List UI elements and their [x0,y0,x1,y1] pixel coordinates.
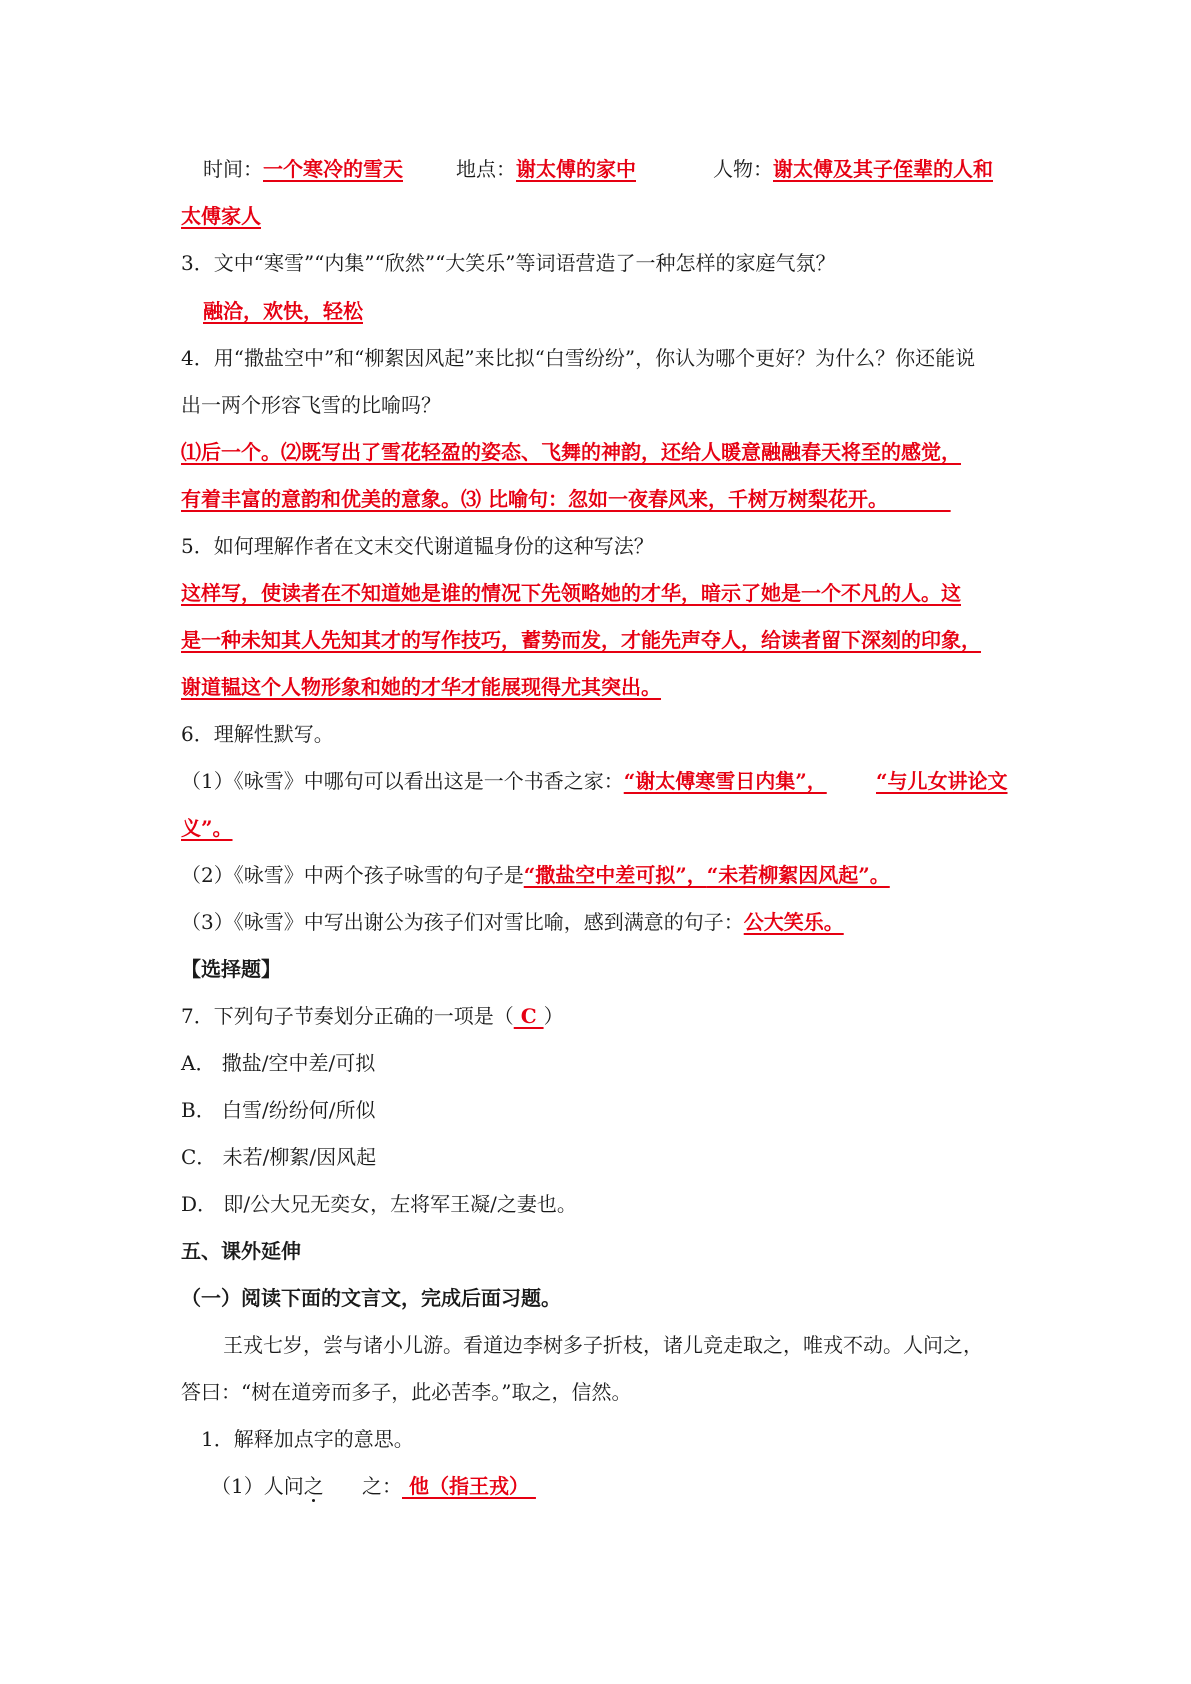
passage-line-1: 王戎七岁，尝与诸小儿游。看道边李树多子折枝，诸儿竞走取之，唯戎不动。人问之， [223,1333,983,1357]
place-answer: 谢太傅的家中 [516,157,636,181]
q6-s2-line [181,860,890,890]
q3-question: 3．文中“寒雪”“内集”“欣然”“大笑乐”等词语营造了一种怎样的家庭气氛？ [181,251,836,275]
q2-line-1 [203,154,403,184]
q3-answer-line [203,296,363,326]
ext-sub-heading: （一）阅读下面的文言文，完成后面习题。 [181,1286,561,1310]
place-line [456,154,636,184]
q6-s1-line-b [876,766,1008,796]
q6-s2-answer-b: “未若柳絮因风起”。 [706,863,890,887]
people-label: 人物： [713,157,773,181]
ext-q1: 1．解释加点字的意思。 [201,1427,414,1451]
q6-title: 6．理解性默写。 [181,722,334,746]
q7-answer: C [513,1004,544,1028]
q6-s3-line [181,907,844,937]
ext-item1-dotted-char: 之 [303,1474,324,1498]
people-answer-cont: 太傅家人 [181,204,261,228]
q6-s1-line-c [181,813,233,843]
q4-answer-2: 有着丰富的意韵和优美的意象。⑶ 比喻句：忽如一夜春风来，千树万树梨花开。 [181,487,951,511]
q6-s2-answer-a: “撒盐空中差可拟”， [523,863,707,887]
ext-item1-prefix: （1）人问 [211,1474,304,1498]
option-a: A． 撒盐/空中差/可拟 [181,1051,376,1075]
ext-heading: 五、课外延伸 [181,1239,301,1263]
q7-line [181,1001,564,1031]
q6-s2-prefix: （2）《咏雪》中两个孩子咏雪的句子是 [181,863,524,887]
q6-s3-prefix: （3）《咏雪》中写出谢公为孩子们对雪比喻，感到满意的句子： [181,910,744,934]
q6-s1-line [181,766,827,796]
q4-answer-1: ⑴后一个。⑵既写出了雪花轻盈的姿态、飞舞的神韵，还给人暖意融融春天将至的感觉， [181,440,961,464]
ext-item1-answer-line [362,1471,536,1501]
q6-s1-answer-a: “谢太傅寒雪日内集”， [623,769,827,793]
q2-line-2 [181,201,261,231]
ext-item1-label: 之： [362,1474,402,1498]
q5-answer-3-line [181,672,661,702]
q4-question-2: 出一两个形容飞雪的比喻吗？ [181,393,441,417]
option-b: B． 白雪/纷纷何/所似 [181,1098,376,1122]
q6-s1-answer-b: “与儿女讲论文 [876,769,1008,793]
time-label: 时间： [203,157,263,181]
q7-prefix: 7．下列句子节奏划分正确的一项是（ [181,1004,514,1028]
q5-question: 5．如何理解作者在文末交代谢道韫身份的这种写法？ [181,534,654,558]
q5-answer-2-line [181,625,981,655]
q4-question-1: 4．用“撒盐空中”和“柳絮因风起”来比拟“白雪纷纷”，你认为哪个更好？为什么？你还能说 [181,346,976,370]
option-c: C． 未若/柳絮/因风起 [181,1145,377,1169]
q4-answer-1-line [181,437,961,467]
place-label: 地点： [456,157,516,181]
people-answer: 谢太傅及其子侄辈的人和 [773,157,993,181]
option-d: D． 即/公大兄无奕女，左将军王凝/之妻也。 [181,1192,577,1216]
ext-item1-line [211,1471,324,1501]
q5-answer-2: 是一种未知其人先知其才的写作技巧，蓄势而发，才能先声夺人，给读者留下深刻的印象， [181,628,981,652]
q4-answer-2-line [181,484,951,514]
q5-answer-1: 这样写，使读者在不知道她是谁的情况下先领略她的才华，暗示了她是一个不凡的人。这 [181,581,961,605]
q6-s3-answer: 公大笑乐。 [743,910,844,934]
q7-suffix: ） [543,1004,564,1028]
q6-s1-answer-c: 义”。 [181,816,233,840]
ext-item1-answer: 他（指王戎） [402,1474,536,1498]
people-line [713,154,993,184]
time-answer: 一个寒冷的雪天 [263,157,403,181]
passage-line-2: 答曰：“树在道旁而多子，此必苦李。”取之，信然。 [181,1380,632,1404]
mc-heading: 【选择题】 [181,957,281,981]
q3-answer: 融洽，欢快，轻松 [203,299,363,323]
q6-s1-prefix: （1）《咏雪》中哪句可以看出这是一个书香之家： [181,769,624,793]
q5-answer-3: 谢道韫这个人物形象和她的才华才能展现得尤其突出。 [181,675,661,699]
q5-answer-1-line [181,578,961,608]
